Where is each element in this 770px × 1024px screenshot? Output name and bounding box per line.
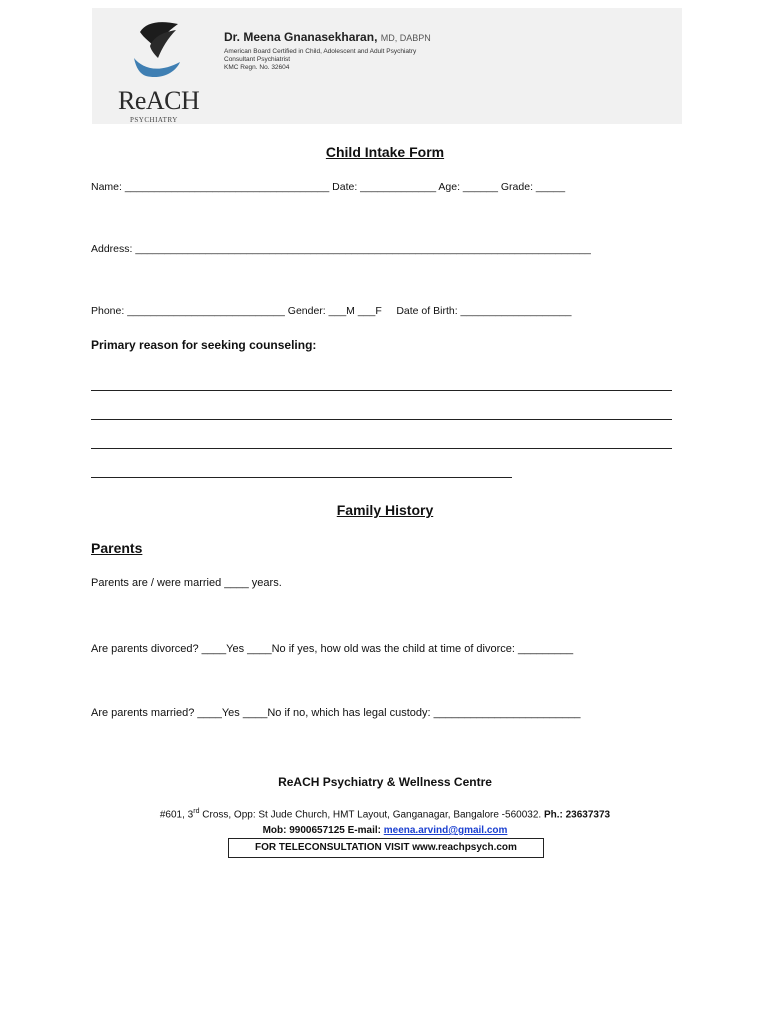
footer-contact [0, 825, 770, 836]
doctor-name-text: Dr. Meena Gnanasekharan, [224, 30, 378, 44]
doctor-credentials: MD, DABPN [380, 33, 431, 43]
teleconsultation-box: FOR TELECONSULTATION VISIT www.reachpsych.com [228, 838, 544, 858]
mobile-email-label: Mob: 9900657125 E-mail: [262, 825, 384, 836]
primary-reason-label: Primary reason for seeking counseling: [91, 338, 317, 352]
parents-heading: Parents [91, 540, 143, 556]
address-ordinal: rd [193, 808, 200, 815]
answer-line-3 [91, 448, 672, 449]
logo-subtitle: PSYCHIATRY [130, 116, 178, 124]
name-date-age-grade-row: Name: ___________________________________ Date: _____________ Age: ______ Grade: _____ [91, 181, 566, 193]
registration-line: KMC Regn. No. 32604 [224, 64, 290, 71]
answer-line-1 [91, 390, 672, 391]
address-body: Cross, Opp: St Jude Church, HMT Layout, Ganganagar, Bangalore -560032. [199, 809, 544, 821]
phone-number: Ph.: 23637373 [543, 809, 611, 821]
email-link[interactable]: meena.arvind@gmail.com [383, 825, 508, 836]
family-history-title: Family History [336, 502, 434, 518]
married-question-row: Are parents married? ____Yes ____No if no, which has legal custody: ________________________ [91, 707, 581, 719]
reach-logo [118, 18, 200, 124]
form-title: Child Intake Form [325, 144, 445, 160]
letterhead [92, 8, 682, 124]
divorced-question-row: Are parents divorced? ____Yes ____No if yes, how old was the child at time of divorce: _________ [91, 643, 574, 655]
married-years-row: Parents are / were married ____ years. [91, 577, 282, 589]
doctor-name [224, 30, 431, 44]
role-line: Consultant Psychiatrist [224, 56, 291, 63]
answer-line-4 [91, 477, 512, 478]
address-row: Address: ______________________________________________________________________________ [91, 243, 591, 255]
phone-gender-dob-row: Phone: ___________________________ Gender: ___M ___F Date of Birth: ___________________ [91, 305, 572, 317]
footer-address [0, 808, 770, 820]
address-prefix: #601, 3 [159, 809, 194, 821]
certification-line: American Board Certified in Child, Adolescent and Adult Psychiatry [224, 48, 417, 55]
org-name: ReACH Psychiatry & Wellness Centre [278, 775, 492, 789]
reach-logo-icon [132, 18, 188, 82]
answer-line-2 [91, 419, 672, 420]
logo-wordmark: ReACH [118, 86, 200, 115]
